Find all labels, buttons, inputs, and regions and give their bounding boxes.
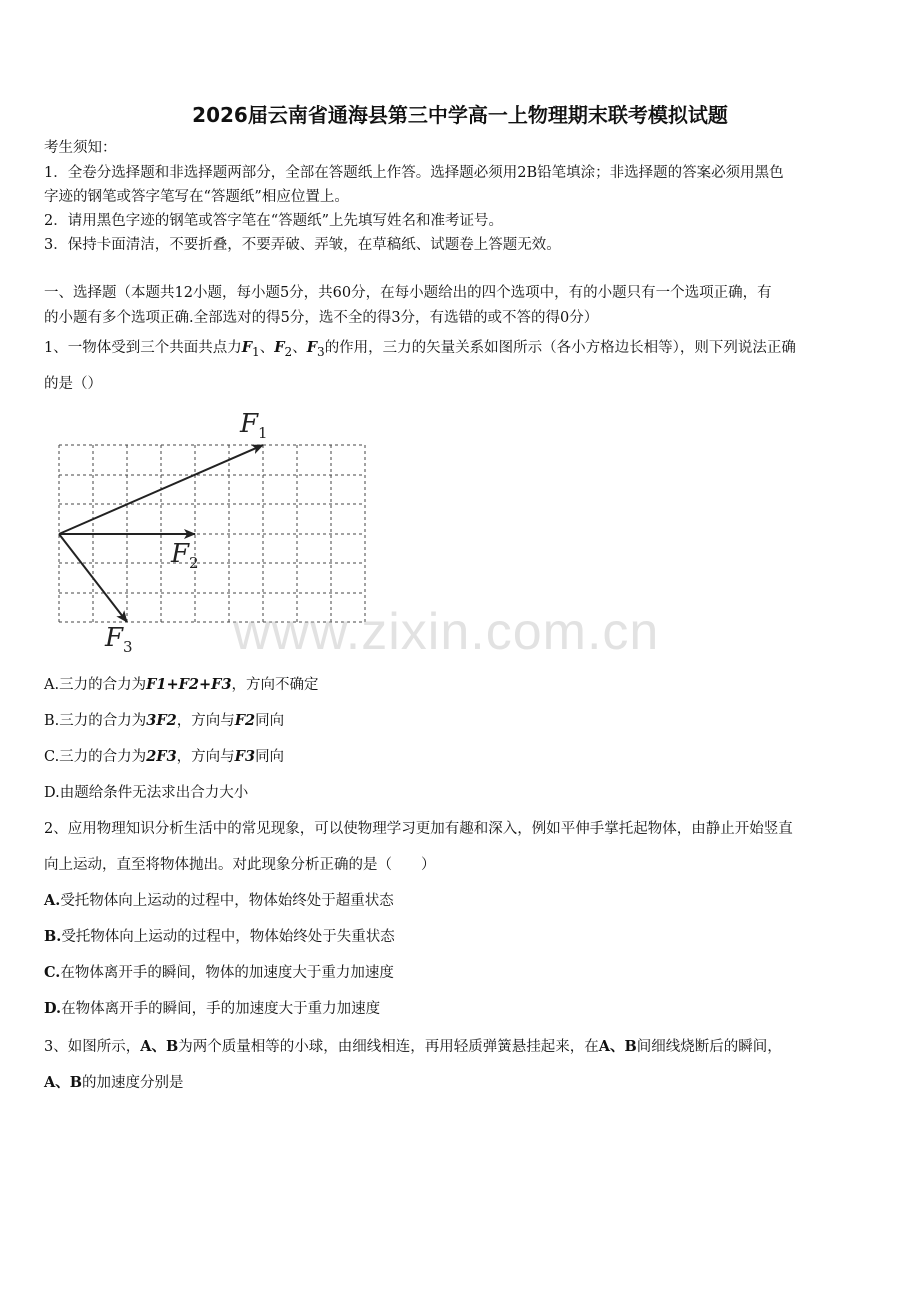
- notice-line-3: 3．保持卡面清洁，不要折叠，不要弄破、弄皱，在草稿纸、试题卷上答题无效。: [44, 237, 561, 253]
- q3-stem-line-1: 3、如图所示，A、B为两个质量相等的小球，由细线相连，再用轻质弹簧悬挂起来，在A、B间细线烧断后的瞬间，: [44, 1038, 782, 1055]
- notice-line-1b: 字迹的钢笔或答字笔写在“答题纸”相应位置上。: [44, 189, 349, 205]
- q2-option-c[interactable]: C.在物体离开手的瞬间，物体的加速度大于重力加速度: [44, 964, 394, 981]
- section-heading-line-1: 一、选择题（本题共12小题，每小题5分，共60分，在每小题给出的四个选项中，有的小题只有一个选项正确，有: [44, 285, 772, 301]
- watermark: www.zixin.com.cn: [233, 603, 660, 661]
- f1-label: $F_1$: [240, 409, 268, 442]
- section-heading-line-2: 的小题有多个选项正确.全部选对的得5分，选不全的得3分，有选错的或不答的得0分）: [44, 310, 599, 326]
- f3-label: $F_3$: [105, 623, 133, 656]
- q2-option-b[interactable]: B.受托物体向上运动的过程中，物体始终处于失重状态: [44, 928, 395, 945]
- q2-stem-line-2: 向上运动，直至将物体抛出。对此现象分析正确的是（ ）: [44, 857, 436, 873]
- q3-stem-line-2: A、B的加速度分别是: [44, 1074, 184, 1091]
- q1-option-d[interactable]: D.由题给条件无法求出合力大小: [44, 785, 249, 801]
- q1-option-c[interactable]: C.三力的合力为2F3，方向与F3同向: [44, 748, 285, 765]
- q1-option-b[interactable]: B.三力的合力为3F2，方向与F2同向: [44, 712, 285, 729]
- notice-line-1: 1．全卷分选择题和非选择题两部分，全部在答题纸上作答。选择题必须用2B铅笔填涂；非选择题的答案必须用黑色: [44, 165, 784, 181]
- q2-option-d[interactable]: D.在物体离开手的瞬间，手的加速度大于重力加速度: [44, 1000, 381, 1017]
- q1-stem-line-1: 1、一物体受到三个共面共点力$F_1$、$F_2$、$F_3$的作用，三力的矢量关系如图所示（各小方格边长相等），则下列说法正确: [44, 339, 796, 359]
- notice-line-2: 2．请用黑色字迹的钢笔或答字笔在“答题纸”上先填写姓名和准考证号。: [44, 213, 504, 229]
- notice-heading: 考生须知：: [44, 140, 117, 156]
- f2-label: $F_2$: [171, 539, 199, 572]
- q1-stem-line-2: 的是（）: [44, 376, 102, 392]
- page-title: 2026届云南省通海县第三中学高一上物理期末联考模拟试题: [192, 103, 728, 127]
- q2-stem-line-1: 2、应用物理知识分析生活中的常见现象，可以使物理学习更加有趣和深入，例如平伸手掌托起物体，由静止开始竖直: [44, 821, 793, 837]
- q2-option-a[interactable]: A.受托物体向上运动的过程中，物体始终处于超重状态: [44, 892, 394, 909]
- q1-option-a[interactable]: A.三力的合力为F1+F2+F3，方向不确定: [44, 676, 319, 693]
